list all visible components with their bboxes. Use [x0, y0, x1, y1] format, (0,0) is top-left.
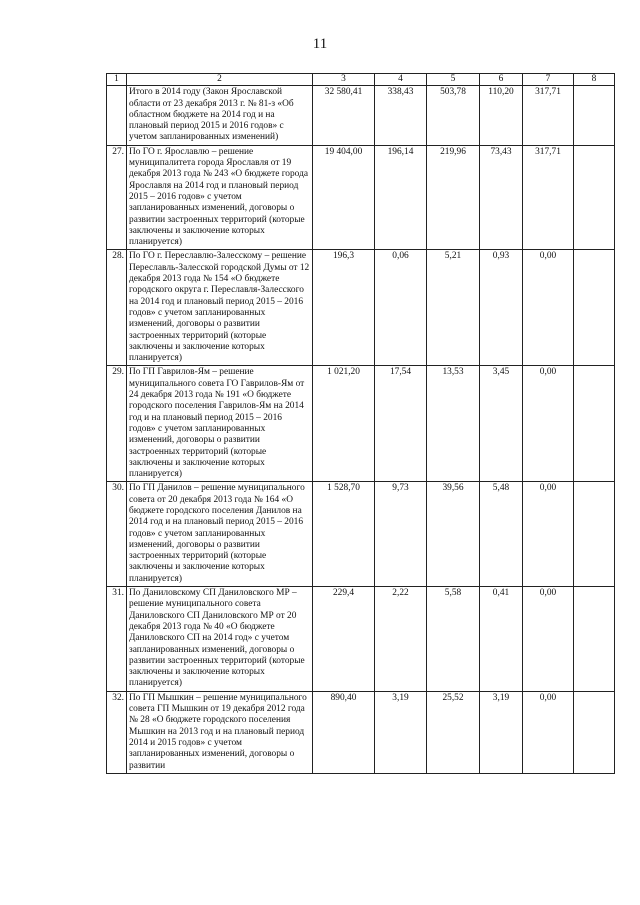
- cell-col8: [574, 366, 615, 482]
- cell-col4: 0,06: [375, 250, 427, 366]
- row-description: По ГО г. Переславлю-Залесскому – решение Переславль-Залесской городской Думы от 12 декабря 2013 года № 154 «О бюджете городского округа г. Переславля-Залесского на 2014 год и плановый период 2015 – 2016 годов» с учетом запланированных изменений, договоры о развитии застроенных территорий (которые заключены и заключение которых планируется): [127, 250, 313, 366]
- cell-col4: 3,19: [375, 691, 427, 773]
- cell-col3: 890,40: [313, 691, 375, 773]
- table-row: [107, 587, 615, 692]
- cell-col5: 39,56: [427, 482, 480, 587]
- cell-col8: [574, 482, 615, 587]
- cell-col8: [574, 145, 615, 250]
- row-number: 29.: [107, 366, 127, 482]
- header-cell: 2: [127, 74, 313, 86]
- row-number: 30.: [107, 482, 127, 587]
- row-description: По ГО г. Ярославлю – решение муниципалитета города Ярославля от 19 декабря 2013 года № 243 «О бюджете города Ярославля на 2014 год и плановый период 2015 – 2016 годов» с учетом запланированных изменений, договоры о развитии застроенных территорий (которые заключены и заключение которых планируется): [127, 145, 313, 250]
- cell-col3: 32 580,41: [313, 86, 375, 145]
- cell-col6: 0,93: [480, 250, 523, 366]
- row-description: По ГП Гаврилов-Ям – решение муниципального совета ГО Гаврилов-Ям от 24 декабря 2013 года № 191 «О бюджете городского поселения Гаврилов-Ям на 2014 год и на плановый период 2015 – 2016 годов» с учетом запланированных изменений, договоры о развитии застроенных территорий (которые заключены и заключение которых планируется): [127, 366, 313, 482]
- cell-col7: 317,71: [523, 86, 574, 145]
- cell-col7: 0,00: [523, 691, 574, 773]
- table-row: [107, 145, 615, 250]
- cell-col6: 0,41: [480, 587, 523, 692]
- table-row: [107, 366, 615, 482]
- row-number: 31.: [107, 587, 127, 692]
- budget-table: [106, 73, 615, 774]
- table-header-row: [107, 74, 615, 86]
- header-cell: 8: [574, 74, 615, 86]
- cell-col4: 338,43: [375, 86, 427, 145]
- cell-col6: 73,43: [480, 145, 523, 250]
- header-cell: 3: [313, 74, 375, 86]
- cell-col8: [574, 250, 615, 366]
- row-number: 32.: [107, 691, 127, 773]
- cell-col7: 0,00: [523, 482, 574, 587]
- row-number: 27.: [107, 145, 127, 250]
- cell-col3: 196,3: [313, 250, 375, 366]
- cell-col8: [574, 691, 615, 773]
- cell-col6: 3,45: [480, 366, 523, 482]
- cell-col5: 5,58: [427, 587, 480, 692]
- header-cell: 1: [107, 74, 127, 86]
- header-cell: 6: [480, 74, 523, 86]
- cell-col5: 5,21: [427, 250, 480, 366]
- cell-col7: 0,00: [523, 587, 574, 692]
- cell-col4: 9,73: [375, 482, 427, 587]
- row-description: По ГП Данилов – решение муниципального совета от 20 декабря 2013 года № 164 «О бюджете городского поселения Данилов на 2014 год и на плановый период 2015 – 2016 годов» с учетом запланированных изменений, договоры о развитии застроенных территорий (которые заключены и заключение которых планируется): [127, 482, 313, 587]
- cell-col6: 3,19: [480, 691, 523, 773]
- row-number: 28.: [107, 250, 127, 366]
- header-cell: 7: [523, 74, 574, 86]
- row-description: Итого в 2014 году (Закон Ярославской области от 23 декабря 2013 г. № 81-з «Об областном бюджете на 2014 год и на плановый период 2015 и 2016 годов» с учетом запланированных изменений): [127, 86, 313, 145]
- cell-col5: 503,78: [427, 86, 480, 145]
- row-number: [107, 86, 127, 145]
- cell-col4: 196,14: [375, 145, 427, 250]
- cell-col5: 13,53: [427, 366, 480, 482]
- cell-col7: 317,71: [523, 145, 574, 250]
- cell-col7: 0,00: [523, 366, 574, 482]
- cell-col3: 1 021,20: [313, 366, 375, 482]
- row-description: По Даниловскому СП Даниловского МР – решение муниципального совета Даниловского СП Даниловского МР от 20 декабря 2013 года № 40 «О бюджете Даниловского СП на 2014 год» с учетом запланированных изменений, договоры о развитии застроенных территорий (которые заключены и заключение которых планируется): [127, 587, 313, 692]
- cell-col3: 229,4: [313, 587, 375, 692]
- cell-col8: [574, 587, 615, 692]
- cell-col5: 25,52: [427, 691, 480, 773]
- header-cell: 5: [427, 74, 480, 86]
- page-number: 11: [312, 36, 328, 52]
- cell-col4: 2,22: [375, 587, 427, 692]
- cell-col8: [574, 86, 615, 145]
- table-row: [107, 250, 615, 366]
- table-row: [107, 691, 615, 773]
- cell-col6: 110,20: [480, 86, 523, 145]
- table-row: [107, 482, 615, 587]
- cell-col4: 17,54: [375, 366, 427, 482]
- table-row: [107, 86, 615, 145]
- cell-col3: 19 404,00: [313, 145, 375, 250]
- cell-col3: 1 528,70: [313, 482, 375, 587]
- cell-col6: 5,48: [480, 482, 523, 587]
- cell-col5: 219,96: [427, 145, 480, 250]
- header-cell: 4: [375, 74, 427, 86]
- row-description: По ГП Мышкин – решение муниципального совета ГП Мышкин от 19 декабря 2012 года № 28 «О бюджете городского поселения Мышкин на 2013 год и на плановый период 2014 и 2015 годов» с учетом запланированных изменений, договоры о развитии: [127, 691, 313, 773]
- cell-col7: 0,00: [523, 250, 574, 366]
